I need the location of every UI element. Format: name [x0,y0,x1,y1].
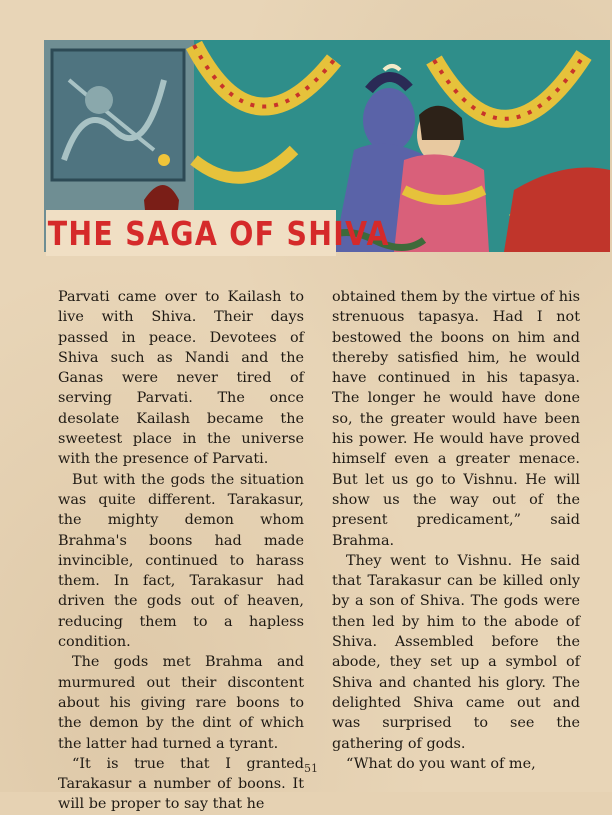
paragraph: But with the gods the situation was quite different. Tarakasur, the mighty demon whom Brahma's boons had made invincible, continued to harass them. In fact, Tarakasur had driven the gods out of heaven, reducing them to a hapless condition. [58,471,304,651]
right-text-column [332,287,580,774]
paragraph: The gods met Brahma and murmured out their discontent about his giving rare boons to the demon by the dint of which the latter had turned a tyrant. [58,654,304,752]
page-number: 51 [304,762,318,775]
left-text-column [58,287,304,815]
paragraph: Parvati came over to Kailash to live with Shiva. Their days passed in peace. Devotees of Shiva such as Nandi and the Ganas were never tired of serving Parvati. The once desolate Kailash became the sweetest place in the universe with the presence of Parvati. [58,289,304,468]
story-title-banner [46,210,390,256]
story-title: THE SAGA OF SHIVA [47,213,390,253]
paragraph: They went to Vishnu. He said that Tarakasur can be killed only by a son of Shiva. The gods were then led by him to the abode of Shiva. Assembled before the abode, they set up a symbol of Shiva and chanted his glory. The delighted Shiva came out and was surprised to see the gathering of gods. [332,552,580,752]
paragraph: “It is true that I granted Tarakasur a number of boons. It will be proper to say that he [58,755,304,813]
paragraph: “What do you want of me, [346,755,536,772]
paragraph: obtained them by the virtue of his strenuous tapasya. Had I not bestowed the boons on him and thereby satisfied him, he would have continued in his tapasya. The longer he would have done so, the greater would have been his power. He would have proved himself even a greater menace. But let us go to Vishnu. He will show us the way out of the present predicament,” said Brahma. [332,289,580,549]
